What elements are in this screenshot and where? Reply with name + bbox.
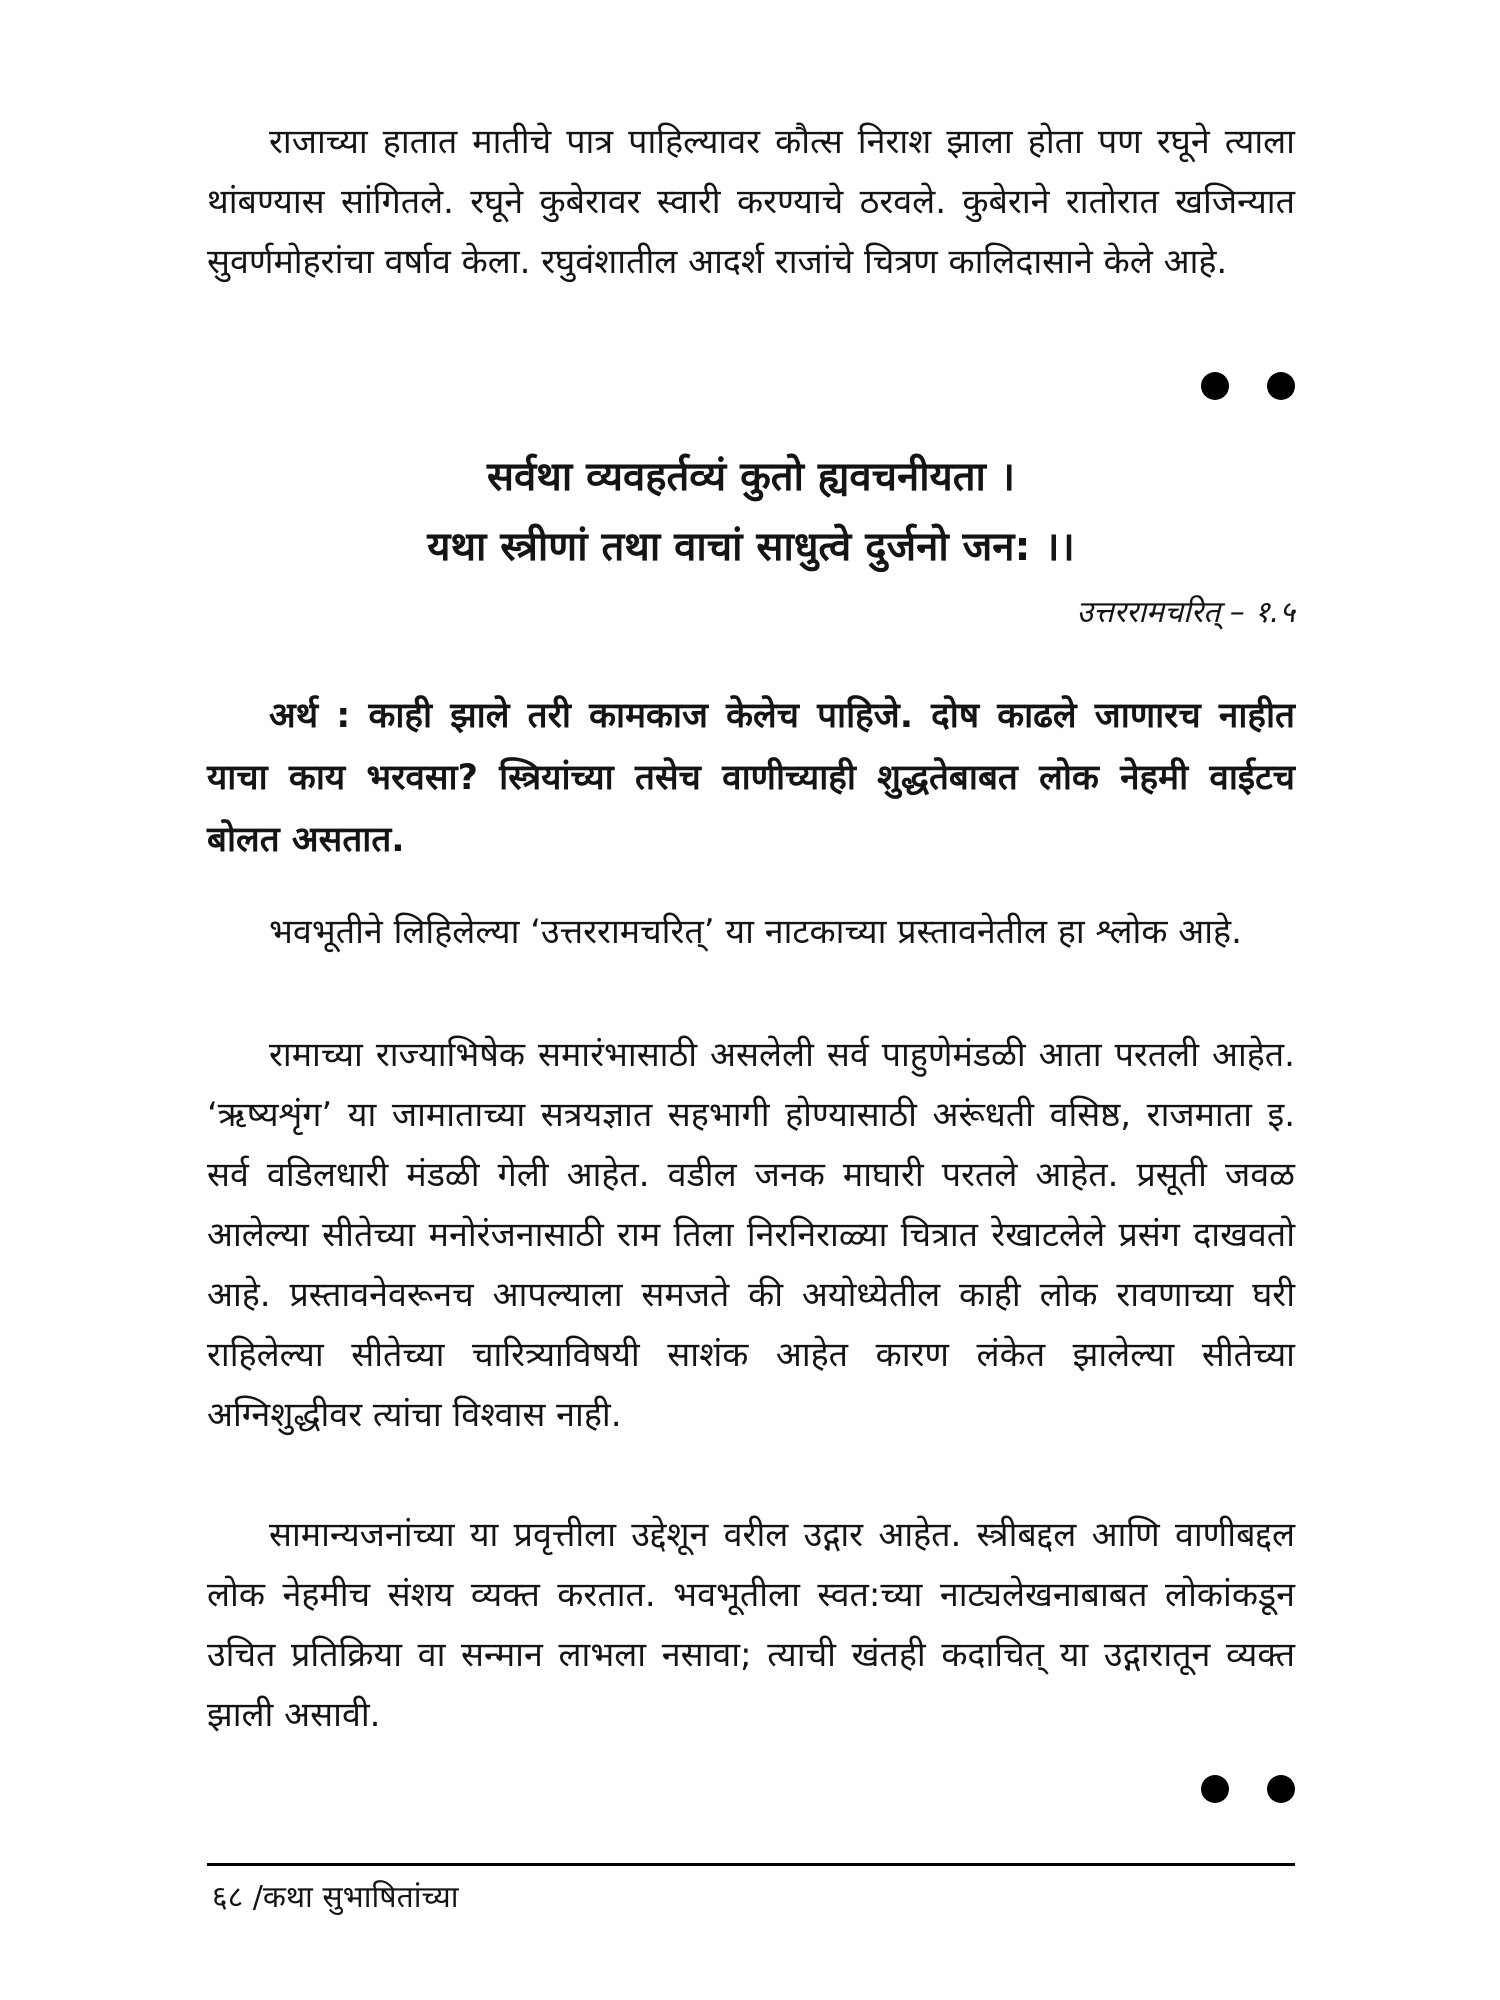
paragraph-about-verse: भवभूतीने लिहिलेल्या ‘उत्तररामचरित्’ या नाटकाच्या प्रस्तावनेतील हा श्लोक आहे. xyxy=(269,912,1242,952)
verse-meaning: अर्थ : काही झाले तरी कामकाज केलेच पाहिजे. दोष काढले जाणारच नाहीत याचा काय भरवसा? स्त्रियांच्या तसेच वाणीच्याही शुद्धतेबाबत लोक नेहमी वाईटच बोलत असतात. xyxy=(207,696,1295,860)
section-separator-dots xyxy=(1201,372,1295,400)
section-separator-dots xyxy=(1201,1775,1295,1803)
paragraph-raghu-story: राजाच्या हातात मातीचे पात्र पाहिल्यावर कौत्स निराश झाला होता पण रघूने त्याला थांबण्यास सांगितले. रघूने कुबेरावर स्वारी करण्याचे ठरवले. कुबेराने रातोरात खजिन्यात सुवर्णमोहरांचा वर्षाव केला. रघुवंशातील आदर्श राजांचे चित्रण कालिदासाने केले आहे. xyxy=(207,122,1295,282)
verse-source: उत्तररामचरित् – १.५ xyxy=(1076,595,1295,630)
footer-rule xyxy=(207,1863,1295,1866)
verse-line-1: सर्वथा व्यवहर्तव्यं कुतो ह्यवचनीयता । xyxy=(486,454,1016,500)
verse-line-2: यथा स्त्रीणां तथा वाचां साधुत्वे दुर्जनो जन: ।। xyxy=(427,524,1075,570)
separator-dot xyxy=(1201,1775,1229,1803)
separator-dot xyxy=(1201,372,1229,400)
separator-dot xyxy=(1267,1775,1295,1803)
page-footer: ६८ /कथा सुभाषितांच्या xyxy=(212,1880,459,1915)
paragraph-context: रामाच्या राज्याभिषेक समारंभासाठी असलेली सर्व पाहुणेमंडळी आता परतली आहेत. ‘ऋष्यशृंग’ या जामाताच्या सत्रयज्ञात सहभागी होण्यासाठी अरूंधती वसिष्ठ, राजमाता इ. सर्व वडिलधारी मंडळी गेली आहेत. वडील जनक माघारी परतले आहेत. प्रसूती जवळ आलेल्या सीतेच्या मनोरंजनासाठी राम तिला निरनिराळ्या चित्रात रेखाटलेले प्रसंग दाखवतो आहे. प्रस्तावनेवरूनच आपल्याला समजते की अयोध्येतील काही लोक रावणाच्या घरी राहिलेल्या सीतेच्या चारित्र्याविषयी साशंक आहेत कारण लंकेत झालेल्या सीतेच्या अग्निशुद्धीवर त्यांचा विश्वास नाही. xyxy=(207,1035,1295,1435)
paragraph-interpretation: सामान्यजनांच्या या प्रवृत्तीला उद्देशून वरील उद्गार आहेत. स्त्रीबद्दल आणि वाणीबद्दल लोक नेहमीच संशय व्यक्त करतात. भवभूतीला स्वत:च्या नाट्यलेखनाबाबत लोकांकडून उचित प्रतिक्रिया वा सन्मान लाभला नसावा; त्याची खंतही कदाचित् या उद्गारातून व्यक्त झाली असावी. xyxy=(207,1515,1295,1735)
separator-dot xyxy=(1267,372,1295,400)
